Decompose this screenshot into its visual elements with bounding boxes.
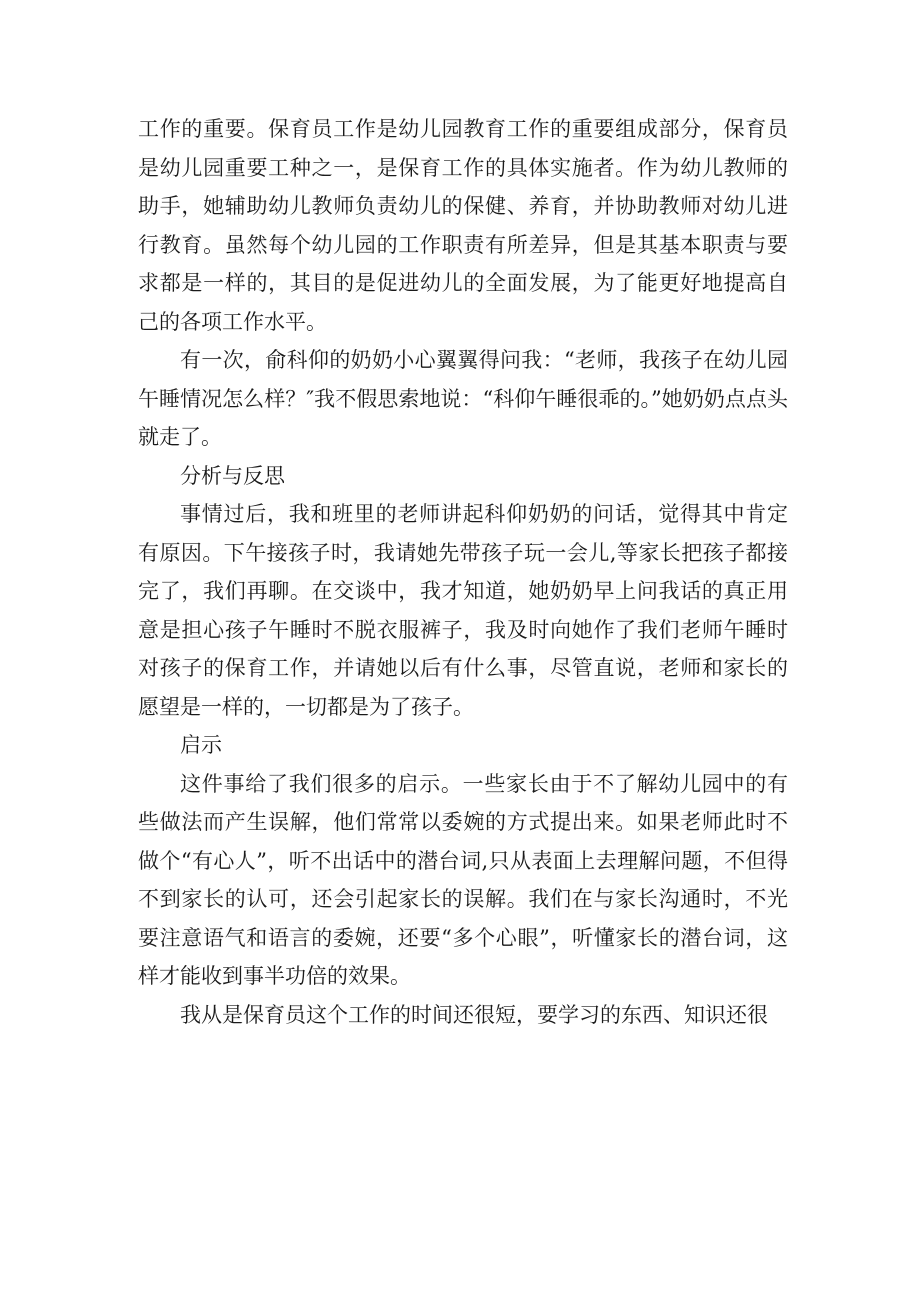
paragraph-insight: 这件事给了我们很多的启示。一些家长由于不了解幼儿园中的有些做法而产生误解，他们常常以委婉的方式提出来。如果老师此时不做个“有心人”，听不出话中的潜台词,只从表面上去理解问题，不但得不到家长的认可，还会引起家长的误解。我们在与家长沟通时，不光要注意语气和语言的委婉，还要“多个心眼”，听懂家长的潜台词，这样才能收到事半功倍的效果。	[138, 771, 788, 988]
paragraph-closing: 我从是保育员这个工作的时间还很短，要学习的东西、知识还很	[180, 1002, 768, 1027]
paragraph-anecdote: 有一次，俞科仰的奶奶小心翼翼得问我：“老师，我孩子在幼儿园午睡情况怎么样？″我不假思索地说：“科仰午睡很乖的。”她奶奶点点头就走了。	[138, 348, 788, 449]
paragraph-analysis: 事情过后，我和班里的老师讲起科仰奶奶的问话，觉得其中肯定有原因。下午接孩子时，我请她先带孩子玩一会儿,等家长把孩子都接完了，我们再聊。在交谈中，我才知道，她奶奶早上问我话的真正用意是担心孩子午睡时不脱衣服裤子，我及时向她作了我们老师午睡时对孩子的保育工作，并请她以后有什么事，尽管直说，老师和家长的愿望是一样的，一切都是为了孩子。	[138, 502, 788, 719]
document-page	[138, 110, 788, 1034]
paragraph-intro: 工作的重要。保育员工作是幼儿园教育工作的重要组成部分，保育员是幼儿园重要工种之一，是保育工作的具体实施者。作为幼儿教师的助手，她辅助幼儿教师负责幼儿的保健、养育，并协助教师对幼儿进行教育。虽然每个幼儿园的工作职责有所差异，但是其基本职责与要求都是一样的，其目的是促进幼儿的全面发展，为了能更好地提高自己的各项工作水平。	[138, 117, 788, 334]
section-heading-analysis: 分析与反思	[180, 463, 285, 488]
section-heading-insight: 启示	[180, 733, 222, 757]
